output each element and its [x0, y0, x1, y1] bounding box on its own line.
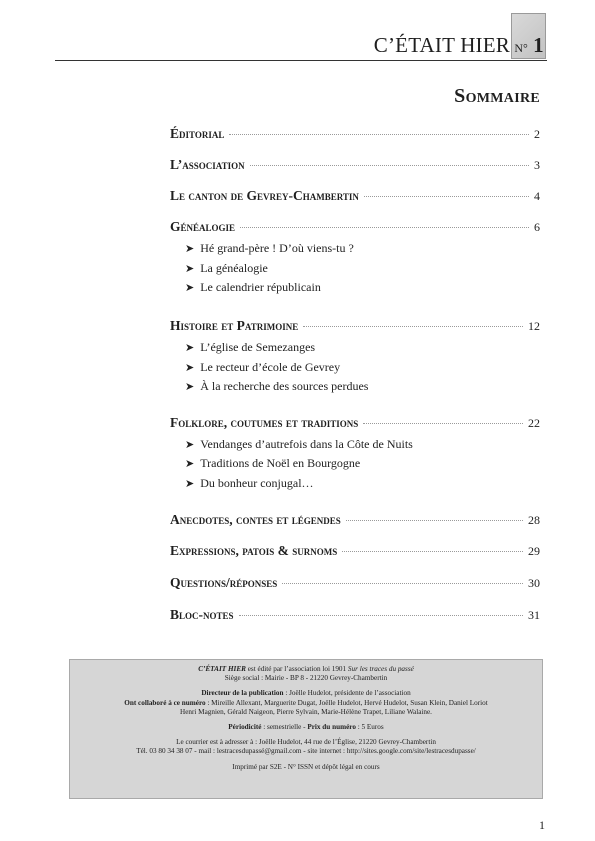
toc-entry-label: Histoire et Patrimoine — [170, 318, 299, 333]
toc-subentry-label: L’église de Semezanges — [200, 340, 316, 354]
arrow-icon: ➤ — [185, 282, 195, 294]
toc-entry-page: 12 — [528, 319, 540, 333]
colophon-text: est édité par l’association loi 1901 — [245, 665, 348, 673]
toc-subentry[interactable] — [185, 437, 413, 452]
toc-entry-label: Généalogie — [170, 219, 236, 234]
colophon-box — [69, 659, 543, 799]
toc-entry[interactable] — [170, 126, 540, 142]
colophon-line — [70, 723, 542, 732]
colophon-label: Prix du numéro — [307, 723, 356, 732]
colophon-line — [70, 665, 542, 674]
colophon-label: Périodicité — [228, 723, 262, 732]
arrow-icon: ➤ — [185, 478, 195, 490]
toc-subentry[interactable] — [185, 360, 340, 375]
toc-entry[interactable] — [170, 219, 540, 235]
toc-subentry[interactable] — [185, 456, 360, 471]
toc-entry[interactable] — [170, 512, 540, 528]
toc-subentry[interactable] — [185, 280, 321, 295]
toc-entry-label: Questions/réponses — [170, 575, 278, 590]
toc-entry-label: Éditorial — [170, 126, 225, 141]
toc-entry-page: 4 — [534, 189, 540, 203]
toc-entry[interactable] — [170, 543, 540, 559]
issue-number — [513, 33, 545, 58]
issue-number-prefix: N° — [514, 41, 528, 55]
colophon-association: Sur les traces du passé — [347, 665, 414, 673]
leader-dots — [346, 520, 523, 521]
colophon-text: : Joëlle Hudelot, présidente de l’association — [283, 689, 411, 698]
leader-dots — [342, 551, 523, 552]
toc-subentry-label: La généalogie — [200, 261, 268, 275]
toc-entry[interactable] — [170, 415, 540, 431]
toc-entry-page: 30 — [528, 576, 540, 590]
summary-title: Sommaire — [454, 85, 540, 107]
journal-title: C’ÉTAIT HIER — [373, 33, 510, 57]
toc-entry-page: 31 — [528, 608, 540, 622]
colophon-print: Imprimé par S2E - N° ISSN et dépôt légal en cours — [232, 762, 380, 771]
colophon-contributors: Henri Magnien, Gérald Naigeon, Pierre Sylvain, Marie-Hélène Trapet, Liliane Walaine. — [180, 707, 432, 716]
arrow-icon: ➤ — [185, 439, 195, 451]
arrow-icon: ➤ — [185, 458, 195, 470]
colophon-label: Ont collaboré à ce numéro — [124, 698, 206, 707]
arrow-icon: ➤ — [185, 342, 195, 354]
toc-entry-page: 22 — [528, 416, 540, 430]
arrow-icon: ➤ — [185, 243, 195, 255]
toc-subentry[interactable] — [185, 340, 315, 355]
leader-dots — [229, 134, 529, 135]
toc-entry-page: 28 — [528, 513, 540, 527]
toc-entry-page: 2 — [534, 127, 540, 141]
toc-entry-page: 3 — [534, 158, 540, 172]
leader-dots — [240, 227, 529, 228]
toc-entry-label: Bloc-notes — [170, 607, 234, 622]
toc-subentry-label: Hé grand-père ! D’où viens-tu ? — [200, 241, 354, 255]
toc-entry[interactable] — [170, 607, 540, 623]
colophon-text: : semestrielle - — [261, 723, 308, 732]
toc-subentry-label: Du bonheur conjugal… — [200, 476, 314, 490]
page-number: 1 — [539, 818, 545, 832]
toc-entry[interactable] — [170, 318, 540, 334]
colophon-line — [70, 689, 542, 698]
leader-dots — [303, 326, 523, 327]
leader-dots — [239, 615, 523, 616]
toc-entry-label: L’association — [170, 157, 245, 172]
toc-subentry-label: Vendanges d’autrefois dans la Côte de Nuits — [200, 437, 413, 451]
arrow-icon: ➤ — [185, 263, 195, 275]
toc-subentry[interactable] — [185, 379, 368, 394]
colophon-text: : 5 Euros — [355, 723, 384, 732]
toc-subentry-label: Le recteur d’école de Gevrey — [200, 360, 341, 374]
toc-subentry[interactable] — [185, 241, 354, 256]
arrow-icon: ➤ — [185, 381, 195, 393]
toc-subentry[interactable] — [185, 476, 314, 491]
leader-dots — [282, 583, 523, 584]
toc-subentry-label: Le calendrier républicain — [200, 280, 321, 294]
leader-dots — [364, 196, 529, 197]
leader-dots — [250, 165, 529, 166]
toc-entry-label: Folklore, coutumes et traditions — [170, 415, 359, 430]
toc-subentry-label: Traditions de Noël en Bourgogne — [200, 456, 361, 470]
header-rule — [55, 60, 547, 61]
toc-entry-page: 29 — [528, 544, 540, 558]
arrow-icon: ➤ — [185, 362, 195, 374]
colophon-journal: C’ÉTAIT HIER — [198, 665, 246, 673]
colophon-address: Siège social : Mairie - BP 8 - 21220 Gevrey-Chambertin — [224, 674, 388, 683]
toc-entry[interactable] — [170, 188, 540, 204]
toc-entry-label: Le canton de Gevrey-Chambertin — [170, 188, 359, 203]
colophon-contact: Tél. 03 80 34 38 07 - mail : lestracesdupassé@gmail.com - site internet : http://sites.google.com/site/lestracesdupasse/ — [136, 747, 476, 756]
leader-dots — [363, 423, 523, 424]
colophon-mail: Le courrier est à adresser à : Joëlle Hudelot, 44 rue de l’Église, 21220 Gevrey-Chambertin — [176, 738, 436, 747]
toc-subentry-label: À la recherche des sources perdues — [200, 379, 369, 393]
toc-entry[interactable] — [170, 157, 540, 173]
issue-number-value: 1 — [533, 33, 544, 57]
toc-entry[interactable] — [170, 575, 540, 591]
colophon-line — [70, 699, 542, 708]
toc-subentry[interactable] — [185, 261, 268, 276]
toc-entry-label: Anecdotes, contes et légendes — [170, 512, 341, 527]
colophon-text: : Mireille Allexant, Marguerite Dugat, Joëlle Hudelot, Hervé Hudelot, Susan Klein, Daniel Loriot — [205, 698, 488, 707]
toc-entry-label: Expressions, patois & surnoms — [170, 543, 338, 558]
colophon-label: Directeur de la publication — [201, 689, 284, 698]
toc-entry-page: 6 — [534, 220, 540, 234]
